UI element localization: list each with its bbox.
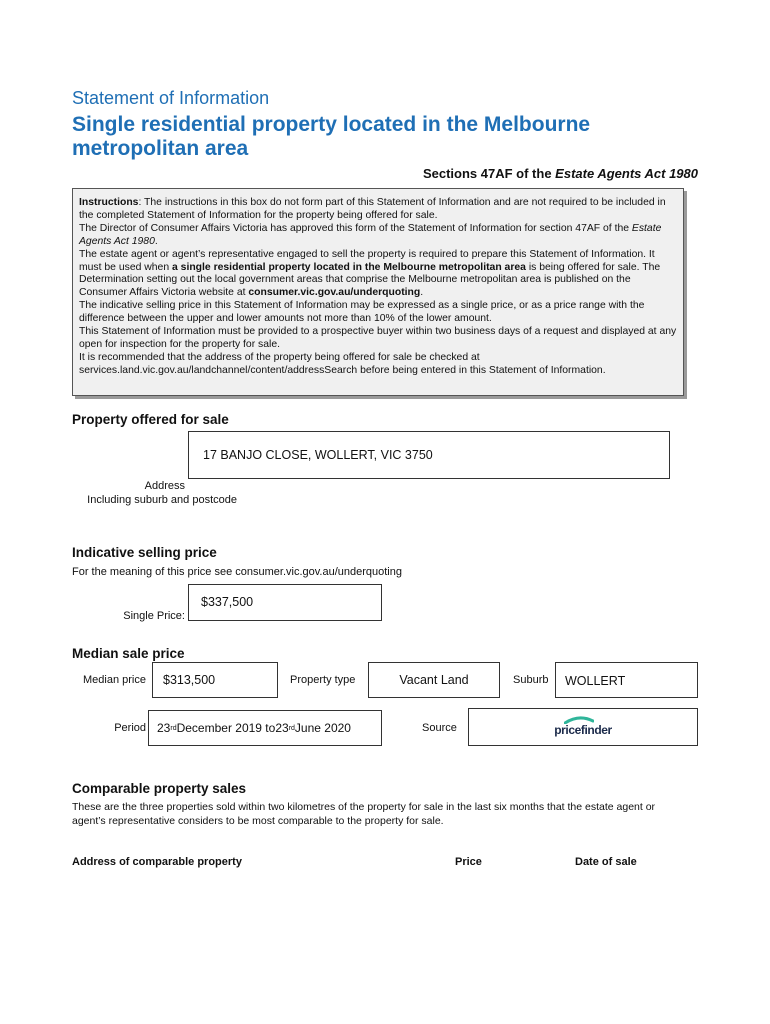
act-name: Estate Agents Act 1980 [555, 166, 698, 181]
indicative-heading: Indicative selling price [72, 545, 217, 560]
period-field[interactable]: 23 rd December 2019 to 23 rd June 2020 [148, 710, 382, 746]
comparable-note: These are the three properties sold within two kilometres of the property for sale in the last six months that the estate agent or agent’s representative considers to be most comparable to the property for sale. [72, 801, 656, 827]
document-subtitle: Statement of Information [72, 88, 270, 108]
address-field[interactable]: 17 BANJO CLOSE, WOLLERT, VIC 3750 [188, 431, 670, 479]
property-type-field[interactable]: Vacant Land [368, 662, 500, 698]
pricefinder-wordmark: pricefinder [554, 723, 612, 737]
instructions-p4: The indicative selling price in this Statement of Information may be expressed as a single price, or as a price range with the difference between the upper and lower amounts not more than 10% of the lower amount. [79, 300, 645, 325]
instructions-p1: Instructions: The instructions in this box do not form part of this Statement of Information and are not required to be included in the completed Statement of Information for the property being offered for sale. [79, 197, 666, 221]
col-header-address: Address of comparable property [72, 856, 242, 868]
instructions-p5: This Statement of Information must be provided to a prospective buyer within two business days of a request and displayed at any open for inspection for the property for sale. [79, 326, 677, 350]
suburb-field[interactable]: WOLLERT [555, 662, 698, 698]
instructions-p6: It is recommended that the address of the property being offered for sale be checked at services.land.vic.gov.au/landchannel/content/addressSearch before being entered in this Statement of Information. [79, 351, 606, 376]
single-price-field[interactable]: $337,500 [188, 584, 382, 621]
legislation-reference [423, 166, 698, 181]
period-label: Period [114, 722, 146, 734]
instructions-box [72, 188, 684, 396]
col-header-price: Price [455, 856, 482, 868]
instructions-lead: Instructions [79, 197, 139, 208]
pricefinder-logo [548, 716, 618, 738]
comparable-heading: Comparable property sales [72, 781, 247, 796]
single-price-label: Single Price: [123, 610, 185, 622]
source-field[interactable] [468, 708, 698, 746]
source-label: Source [422, 722, 457, 734]
median-price-label: Median price [83, 674, 146, 686]
sections-text: Sections 47AF of the [422, 166, 556, 181]
median-price-field[interactable]: $313,500 [152, 662, 278, 698]
address-sublabel: Including suburb and postcode [87, 494, 237, 506]
instructions-p3: The estate agent or agent’s representative engaged to sell the property is required to prepare this Statement of Information. It must be used when a single residential property located in the Melbourne metropolitan area is being offered for sale. The Determination setting out the local government areas that comprise the Melbourne metropolitan area is published on the Consumer Affairs Victoria website at consumer.vic.gov.au/underquoting. [79, 248, 661, 299]
property-heading: Property offered for sale [72, 412, 229, 427]
col-header-date: Date of sale [575, 856, 637, 868]
underquoting-link[interactable]: consumer.vic.gov.au/underquoting [248, 287, 421, 299]
document-title: Single residential property located in the Melbourne metropolitan area [72, 113, 591, 160]
property-type-label: Property type [290, 674, 356, 686]
suburb-label: Suburb [513, 674, 549, 686]
address-label: Address [144, 480, 185, 492]
median-heading: Median sale price [72, 646, 185, 661]
instructions-p2: The Director of Consumer Affairs Victoria has approved this form of the Statement of Information for section 47AF of the Estate Agents Act 1980. [79, 222, 662, 247]
indicative-note: For the meaning of this price see consumer.vic.gov.au/underquoting [72, 566, 402, 578]
